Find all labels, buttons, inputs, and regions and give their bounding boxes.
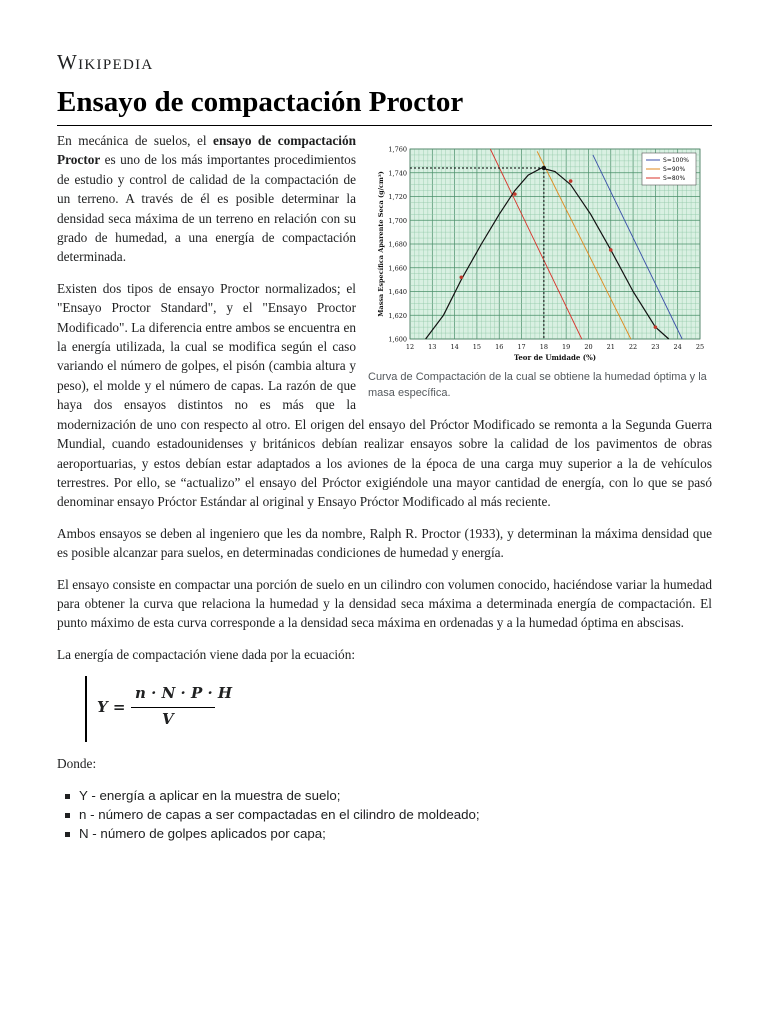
y-tick-label: 1,640 (388, 288, 407, 296)
article-body (57, 131, 712, 843)
formula-denominator: V (162, 710, 174, 729)
paragraph-donde: Donde: (57, 756, 97, 772)
optimum-point (542, 166, 546, 170)
data-point (569, 179, 573, 183)
y-tick-label: 1,740 (388, 169, 407, 178)
formula-lhs: Y = (97, 698, 126, 717)
x-tick-label: 18 (539, 343, 548, 351)
x-tick-label: 22 (628, 343, 638, 351)
x-tick-label: 23 (651, 343, 660, 351)
intro-text-2: es uno de los más importantes procedimientos de estudio y control de calidad de la compactación de un terreno. A través de él es posible determinar la densidad seca máxima de un terreno en relación con su grado de humedad, a una energía de compactación determinada. (57, 152, 356, 265)
paragraph-method: El ensayo consiste en compactar una porción de suelo en un cilindro con volumen conocido, haciéndose variar la humedad para obtener la curva que relaciona la humedad y la densidad seca máxima a determinada energía de compactación. El punto máximo de esta curva corresponde a la densidad seca máxima en ordenadas y a la humedad óptima en abscisas. (57, 576, 712, 631)
energy-formula (85, 676, 287, 742)
x-tick-label: 15 (472, 343, 482, 351)
x-tick-label: 17 (517, 343, 526, 351)
y-tick-label: 1,660 (388, 264, 407, 273)
intro-text-1: En mecánica de suelos, el (57, 133, 214, 148)
x-tick-label: 19 (562, 343, 571, 351)
list-item: N - número de golpes aplicados por capa; (79, 824, 712, 843)
paragraph-origin: Ambos ensayos se deben al ingeniero que les da nombre, Ralph R. Proctor (1933), y determinan la máxima densidad que es posible alcanzar para suelos, en determinadas condiciones de humedad y energía. (57, 525, 712, 561)
paragraph-types: Existen dos tipos de ensayo Proctor normalizados; el "Ensayo Proctor Standard", y el "Ensayo Proctor Modificado". La diferencia entre ambos se encuentra en la energía utilizada, la cual se modifica según el caso variando el número de golpes, el pisón (cambia altura y peso), el molde y el número de capas. La razón de que haya dos ensayos distintos no es más que la modernización de uno con respecto al otro. El origen del ensayo del Próctor Modificado se remonta a la Segunda Guerra Mundial, cuando estadounidenses y británicos debían realizar ensayos sobre la calidad de los pavimentos de obras aeroportuarias, y estos debían estar adaptados a los aviones de la época de una carga muy superior a la de vehículos terrestres. Por ello, se “actualizo” el ensayo del Próctor exigiéndole una mayor cantidad de energía, con lo que se pasó denominar ensayo Próctor Estándar al original y Ensayo Próctor Modificado al más reciente. (57, 280, 712, 510)
x-axis-label: Teor de Umidade (%) (513, 353, 597, 362)
figure-caption: Curva de Compactación de la cual se obtiene la humedad óptima y la masa específica. (368, 371, 707, 399)
formula-fraction-bar (131, 707, 215, 708)
x-tick-label: 20 (584, 343, 593, 351)
y-axis-label: Massa Específica Aparente Seca (g/cm³) (377, 171, 385, 317)
data-point (609, 248, 613, 252)
x-tick-label: 21 (606, 343, 615, 351)
x-tick-label: 12 (405, 343, 415, 351)
y-tick-label: 1,760 (388, 145, 407, 154)
proctor-chart[interactable] (368, 137, 712, 367)
x-tick-label: 16 (495, 343, 504, 351)
legend-label: S=100% (663, 157, 689, 164)
y-tick-label: 1,700 (388, 216, 407, 225)
page-title: Ensayo de compactación Proctor (57, 86, 464, 118)
terms-list (57, 786, 712, 843)
wikipedia-logo[interactable]: Wikipedia (57, 50, 154, 74)
x-tick-label: 25 (695, 343, 705, 351)
paragraph-equation-intro: La energía de compactación viene dada por la ecuación: (57, 646, 356, 662)
data-point (654, 325, 658, 329)
y-tick-label: 1,600 (388, 335, 407, 344)
formula-numerator: n · N · P · H (135, 684, 233, 703)
y-tick-label: 1,620 (388, 311, 407, 320)
x-tick-label: 14 (450, 343, 459, 351)
data-point (513, 192, 517, 196)
figure-thumb (368, 137, 712, 401)
legend-label: S=80% (663, 175, 686, 182)
list-item: Y - energía a aplicar en la muestra de suelo; (79, 786, 712, 805)
y-tick-label: 1,720 (388, 193, 407, 201)
y-tick-label: 1,680 (388, 240, 407, 249)
x-tick-label: 13 (428, 343, 437, 351)
legend-label: S=90% (663, 166, 686, 173)
intro-bold-term: ensayo de compactación Proctor (57, 133, 356, 168)
x-tick-label: 24 (673, 343, 682, 351)
list-item: n - número de capas a ser compactadas en el cilindro de moldeado; (79, 805, 712, 824)
title-divider (57, 125, 712, 126)
data-point (460, 275, 464, 279)
